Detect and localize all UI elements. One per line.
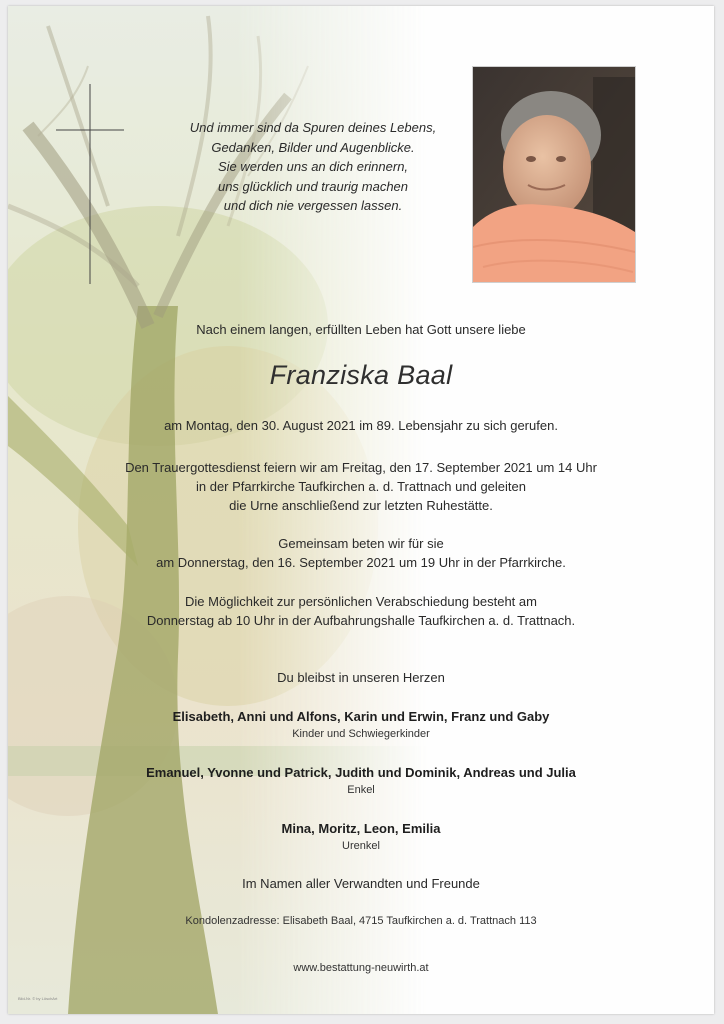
poem-line: Sie werden uns an dich erinnern, bbox=[217, 159, 409, 174]
family-group-grandchildren bbox=[8, 765, 714, 796]
family-group-children bbox=[8, 709, 714, 740]
death-notice: am Montag, den 30. August 2021 im 89. Lebensjahr zu sich gerufen. bbox=[164, 418, 558, 433]
service-line: in der Pfarrkirche Taufkirchen a. d. Trattnach und geleiten bbox=[195, 479, 526, 494]
prayer-line: am Donnerstag, den 16. September 2021 um 19 Uhr in der Pfarrkirche. bbox=[156, 555, 566, 570]
portrait-photo bbox=[473, 67, 635, 282]
condolence-address: Kondolenzadresse: Elisabeth Baal, 4715 Taufkirchen a. d. Trattnach 113 bbox=[185, 915, 537, 927]
prayer-info bbox=[8, 534, 714, 572]
service-line: die Urne anschließend zur letzten Ruhestätte. bbox=[229, 498, 493, 513]
family-names: Emanuel, Yvonne und Patrick, Judith und Dominik, Andreas und Julia bbox=[146, 765, 576, 780]
service-line: Den Trauergottesdienst feiern wir am Freitag, den 17. September 2021 um 14 Uhr bbox=[125, 460, 597, 475]
prayer-line: Gemeinsam beten wir für sie bbox=[278, 536, 444, 551]
poem-line: und dich nie vergessen lassen. bbox=[223, 198, 403, 213]
intro-text: Nach einem langen, erfüllten Leben hat Gott unsere liebe bbox=[196, 322, 526, 337]
funeral-service-info bbox=[8, 458, 714, 515]
obituary-sheet bbox=[8, 6, 714, 1014]
image-credit: Bild-Nr. © by LöschArt bbox=[18, 996, 58, 1001]
memorial-poem bbox=[158, 118, 468, 216]
farewell-line: Donnerstag ab 10 Uhr in der Aufbahrungshalle Taufkirchen a. d. Trattnach. bbox=[146, 613, 576, 628]
poem-line: Und immer sind da Spuren deines Lebens, bbox=[189, 120, 437, 135]
poem-line: Gedanken, Bilder und Augenblicke. bbox=[211, 139, 415, 155]
family-names: Elisabeth, Anni und Alfons, Karin und Erwin, Franz und Gaby bbox=[172, 709, 550, 724]
farewell-line: Die Möglichkeit zur persönlichen Verabschiedung besteht am bbox=[185, 594, 537, 609]
on-behalf-line: Im Namen aller Verwandten und Freunde bbox=[242, 876, 480, 891]
website-link[interactable]: www.bestattung-neuwirth.at bbox=[293, 962, 429, 974]
family-group-great-grandchildren bbox=[8, 821, 714, 852]
poem-line: uns glücklich und traurig machen bbox=[217, 178, 409, 194]
family-names: Mina, Moritz, Leon, Emilia bbox=[281, 821, 441, 836]
family-relation: Urenkel bbox=[342, 840, 380, 852]
deceased-name: Franziska Baal bbox=[269, 360, 453, 390]
farewell-info bbox=[8, 592, 714, 630]
cross-icon bbox=[56, 84, 124, 284]
family-relation: Enkel bbox=[347, 784, 375, 796]
heart-line: Du bleibst in unseren Herzen bbox=[277, 670, 445, 685]
family-relation: Kinder und Schwiegerkinder bbox=[292, 728, 430, 740]
